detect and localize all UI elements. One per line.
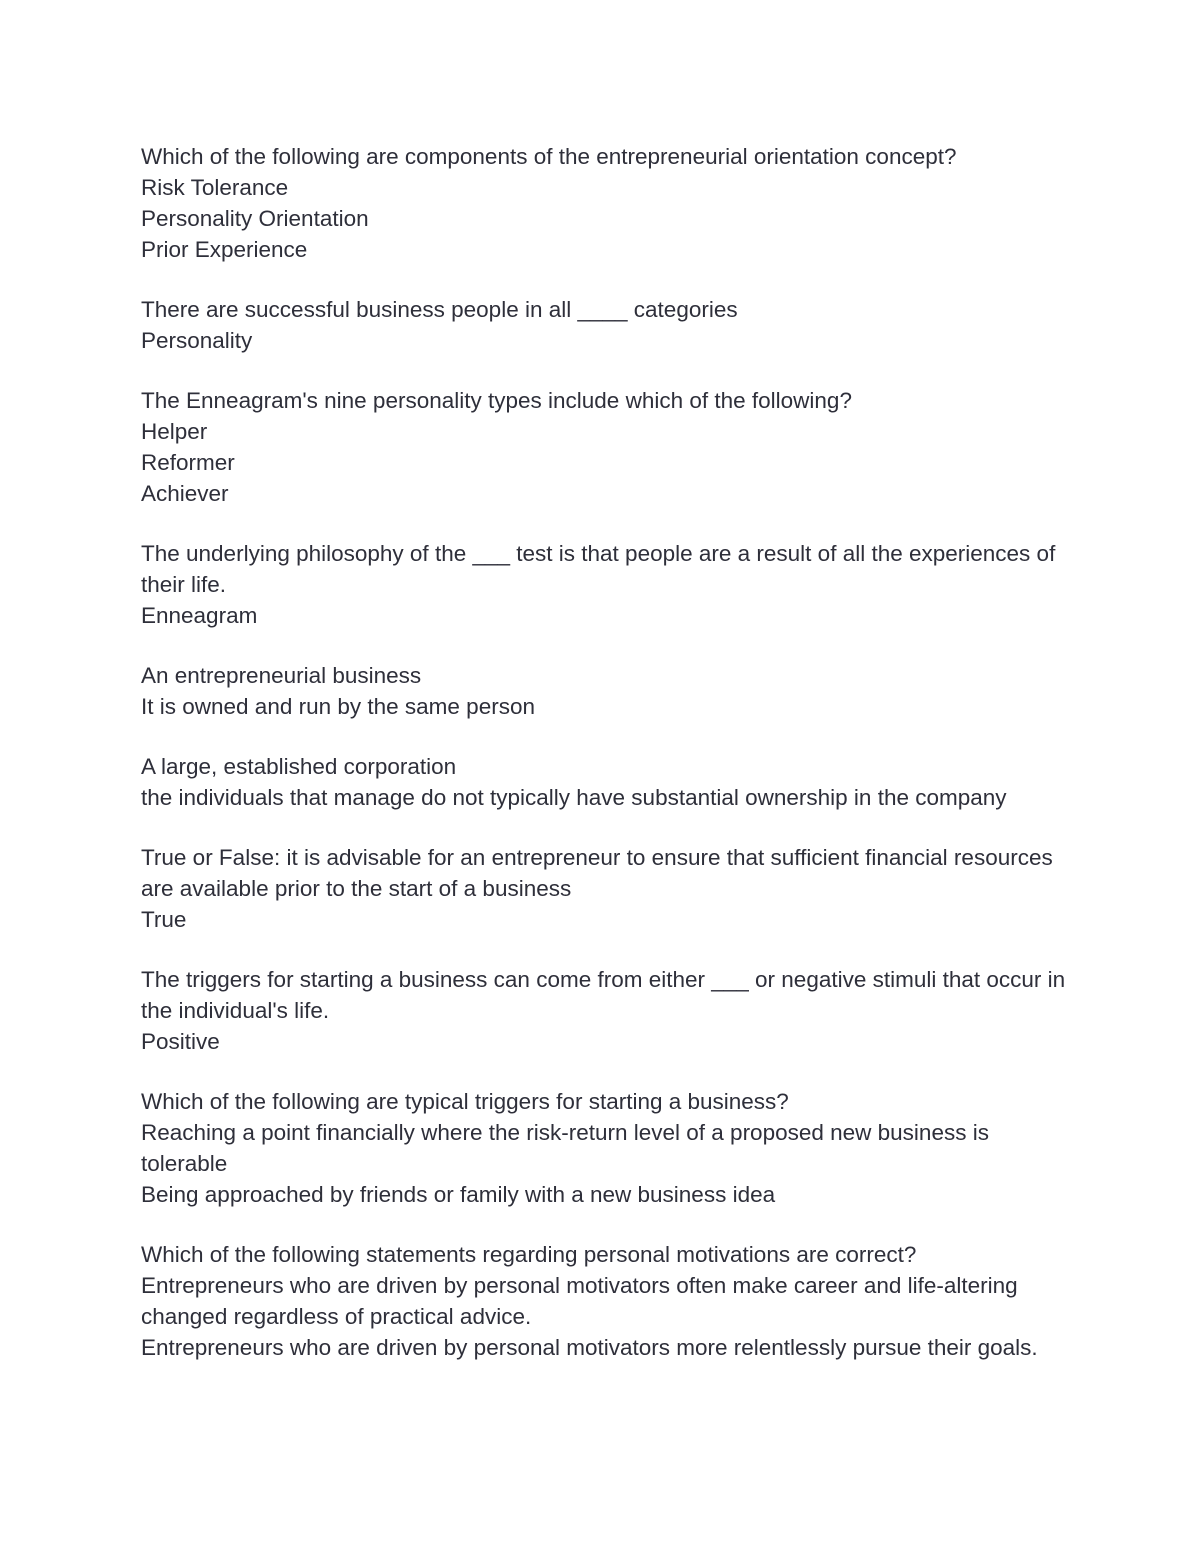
qa-block-1 xyxy=(141,141,1081,265)
question-text: True or False: it is advisable for an entrepreneur to ensure that sufficient financial resources are available prior to the start of a business xyxy=(141,845,1059,901)
question-text: An entrepreneurial business xyxy=(141,663,422,688)
answer-text: Positive xyxy=(141,1029,220,1054)
answer-text: Helper xyxy=(141,419,208,444)
answer-text: Reformer xyxy=(141,450,235,475)
answer-text: Personality xyxy=(141,328,253,353)
question-text: A large, established corporation xyxy=(141,754,457,779)
answer-text: Entrepreneurs who are driven by personal motivators more relentlessly pursue their goals. xyxy=(141,1335,1038,1360)
question-text: Which of the following are typical triggers for starting a business? xyxy=(141,1089,789,1114)
question-text: There are successful business people in all ____ categories xyxy=(141,297,738,322)
question-text: Which of the following statements regarding personal motivations are correct? xyxy=(141,1242,917,1267)
qa-block-5 xyxy=(141,660,1081,722)
answer-text: Prior Experience xyxy=(141,237,308,262)
answer-text: True xyxy=(141,907,187,932)
qa-block-10 xyxy=(141,1239,1081,1363)
question-text: Which of the following are components of the entrepreneurial orientation concept? xyxy=(141,144,957,169)
answer-text: Enneagram xyxy=(141,603,258,628)
qa-block-7 xyxy=(141,842,1081,935)
qa-block-9 xyxy=(141,1086,1081,1210)
answer-text: Personality Orientation xyxy=(141,206,369,231)
qa-block-4 xyxy=(141,538,1081,631)
qa-block-6 xyxy=(141,751,1081,813)
answer-text: Risk Tolerance xyxy=(141,175,289,200)
answer-text: Achiever xyxy=(141,481,229,506)
answer-text: Entrepreneurs who are driven by personal motivators often make career and life-altering changed regardless of practical advice. xyxy=(141,1273,1024,1329)
answer-text: It is owned and run by the same person xyxy=(141,694,535,719)
answer-text: the individuals that manage do not typically have substantial ownership in the company xyxy=(141,785,1007,810)
question-text: The Enneagram's nine personality types include which of the following? xyxy=(141,388,852,413)
qa-block-3 xyxy=(141,385,1081,509)
answer-text: Being approached by friends or family with a new business idea xyxy=(141,1182,776,1207)
qa-block-2 xyxy=(141,294,1081,356)
question-text: The underlying philosophy of the ___ test is that people are a result of all the experiences of their life. xyxy=(141,541,1062,597)
document-page xyxy=(141,141,1081,1392)
qa-block-8 xyxy=(141,964,1081,1057)
answer-text: Reaching a point financially where the risk-return level of a proposed new business is tolerable xyxy=(141,1120,996,1176)
question-text: The triggers for starting a business can come from either ___ or negative stimuli that occur in the individual's life. xyxy=(141,967,1072,1023)
